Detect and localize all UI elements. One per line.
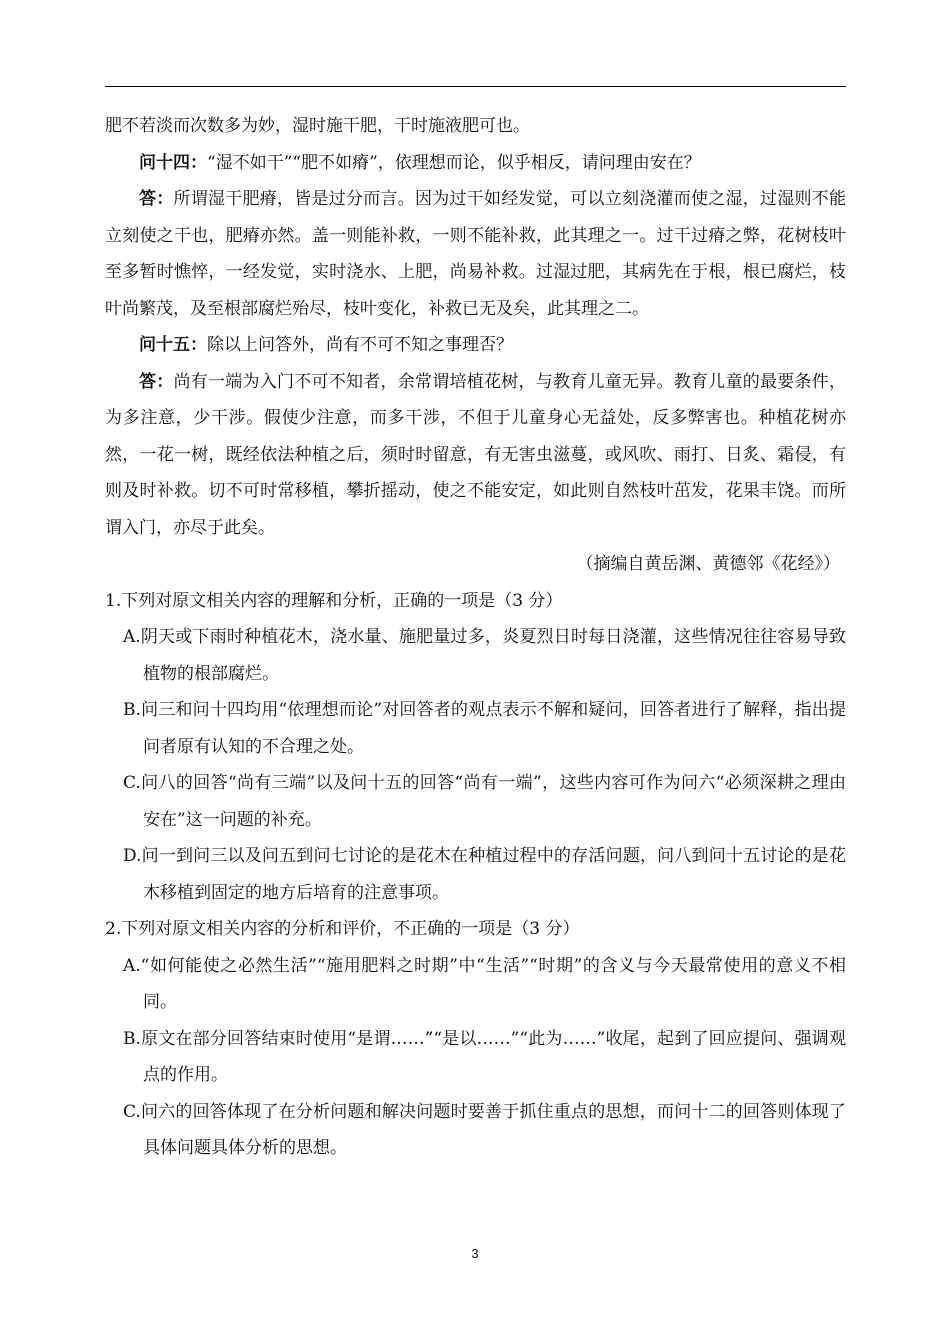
answer-text: 所谓湿干肥瘠，皆是过分而言。因为过干如经发觉，可以立刻浇灌而使之湿，过湿则不能立刻使之干也，肥瘠亦然。盖一则能补救，一则不能补救，此其理之一。过干过瘠之弊，花树枝叶至多暂时憔悴，一经发觉，实时浇水、上肥，尚易补救。过湿过肥，其病先在于根，根已腐烂，枝叶尚繁茂，及至根部腐烂殆尽，枝叶变化，补救已无及矣，此其理之二。 <box>105 189 846 319</box>
question-text: “湿不如干”“肥不如瘠”，依理想而论，似乎相反，请问理由安在？ <box>207 152 701 173</box>
question-1-stem: 1.下列对原文相关内容的理解和分析，正确的一项是（3 分） <box>105 590 563 611</box>
question-label: 问十四： <box>139 152 207 173</box>
paragraph-continuation <box>105 108 846 145</box>
question-text: 除以上问答外，尚有不可不知之事理否？ <box>207 335 513 355</box>
question-1-option-c: C.问八的回答“尚有三端”以及问十五的回答“尚有一端”，这些内容可作为问六“必须深耕之理由安在”这一问题的补充。 <box>123 773 846 830</box>
answer-text: 尚有一端为入门不可不知者，余常谓培植花树，与教育儿童无异。教育儿童的最要条件，为多注意，少干涉。假使少注意，而多干涉，不但于儿童身心无益处，反多弊害也。种植花树亦然，一花一树，既经依法种植之后，须时时留意，有无害虫滋蔓，或风吹、雨打、日炙、霜侵，有则及时补救。切不可时常移植，攀折摇动，使之不能安定，如此则自然枝叶茁发，花果丰饶。而所谓入门，亦尽于此矣。 <box>105 371 846 538</box>
question-2-option-a: A.“如何能使之必然生活”“施用肥料之时期”中“生活”“时期”的含义与今天最常使用的意义不相同。 <box>123 955 846 1012</box>
document-body <box>105 108 846 1167</box>
header-rule <box>105 86 846 87</box>
answer-label: 答： <box>139 189 174 209</box>
page-number: 3 <box>471 1246 479 1261</box>
answer-fifteen <box>105 364 846 547</box>
answer-fourteen <box>105 181 846 327</box>
question-2-option-b: B.原文在部分回答结束时使用“是谓……”“是以……”“此为……”收尾，起到了回应提问、强调观点的作用。 <box>123 1028 846 1085</box>
question-label: 问十五： <box>139 335 207 355</box>
question-2-option-c: C.问六的回答体现了在分析问题和解决问题时要善于抓住重点的思想，而问十二的回答则体现了具体问题具体分析的思想。 <box>123 1101 846 1158</box>
question-1-option-d: D.问一到问三以及问五到问七讨论的是花木在种植过程中的存活问题，问八到问十五讨论的是花木移植到固定的地方后培育的注意事项。 <box>123 846 846 903</box>
question-fourteen <box>105 145 846 182</box>
question-fifteen <box>105 327 846 364</box>
question-1-option-a: A.阴天或下雨时种植花木，浇水量、施肥量过多，炎夏烈日时每日浇灌，这些情况往往容易导致植物的根部腐烂。 <box>123 627 846 684</box>
paragraph-text: 肥不若淡而次数多为妙，湿时施干肥，干时施液肥可也。 <box>105 116 530 136</box>
question-1-option-b: B.问三和问十四均用“依理想而论”对回答者的观点表示不解和疑问，回答者进行了解释，指出提问者原有认知的不合理之处。 <box>123 700 846 757</box>
source-citation: （摘编自黄岳渊、黄德邻《花经》） <box>576 554 840 574</box>
question-2-stem: 2.下列对原文相关内容的分析和评价，不正确的一项是（3 分） <box>105 919 580 939</box>
answer-label: 答： <box>139 371 174 392</box>
